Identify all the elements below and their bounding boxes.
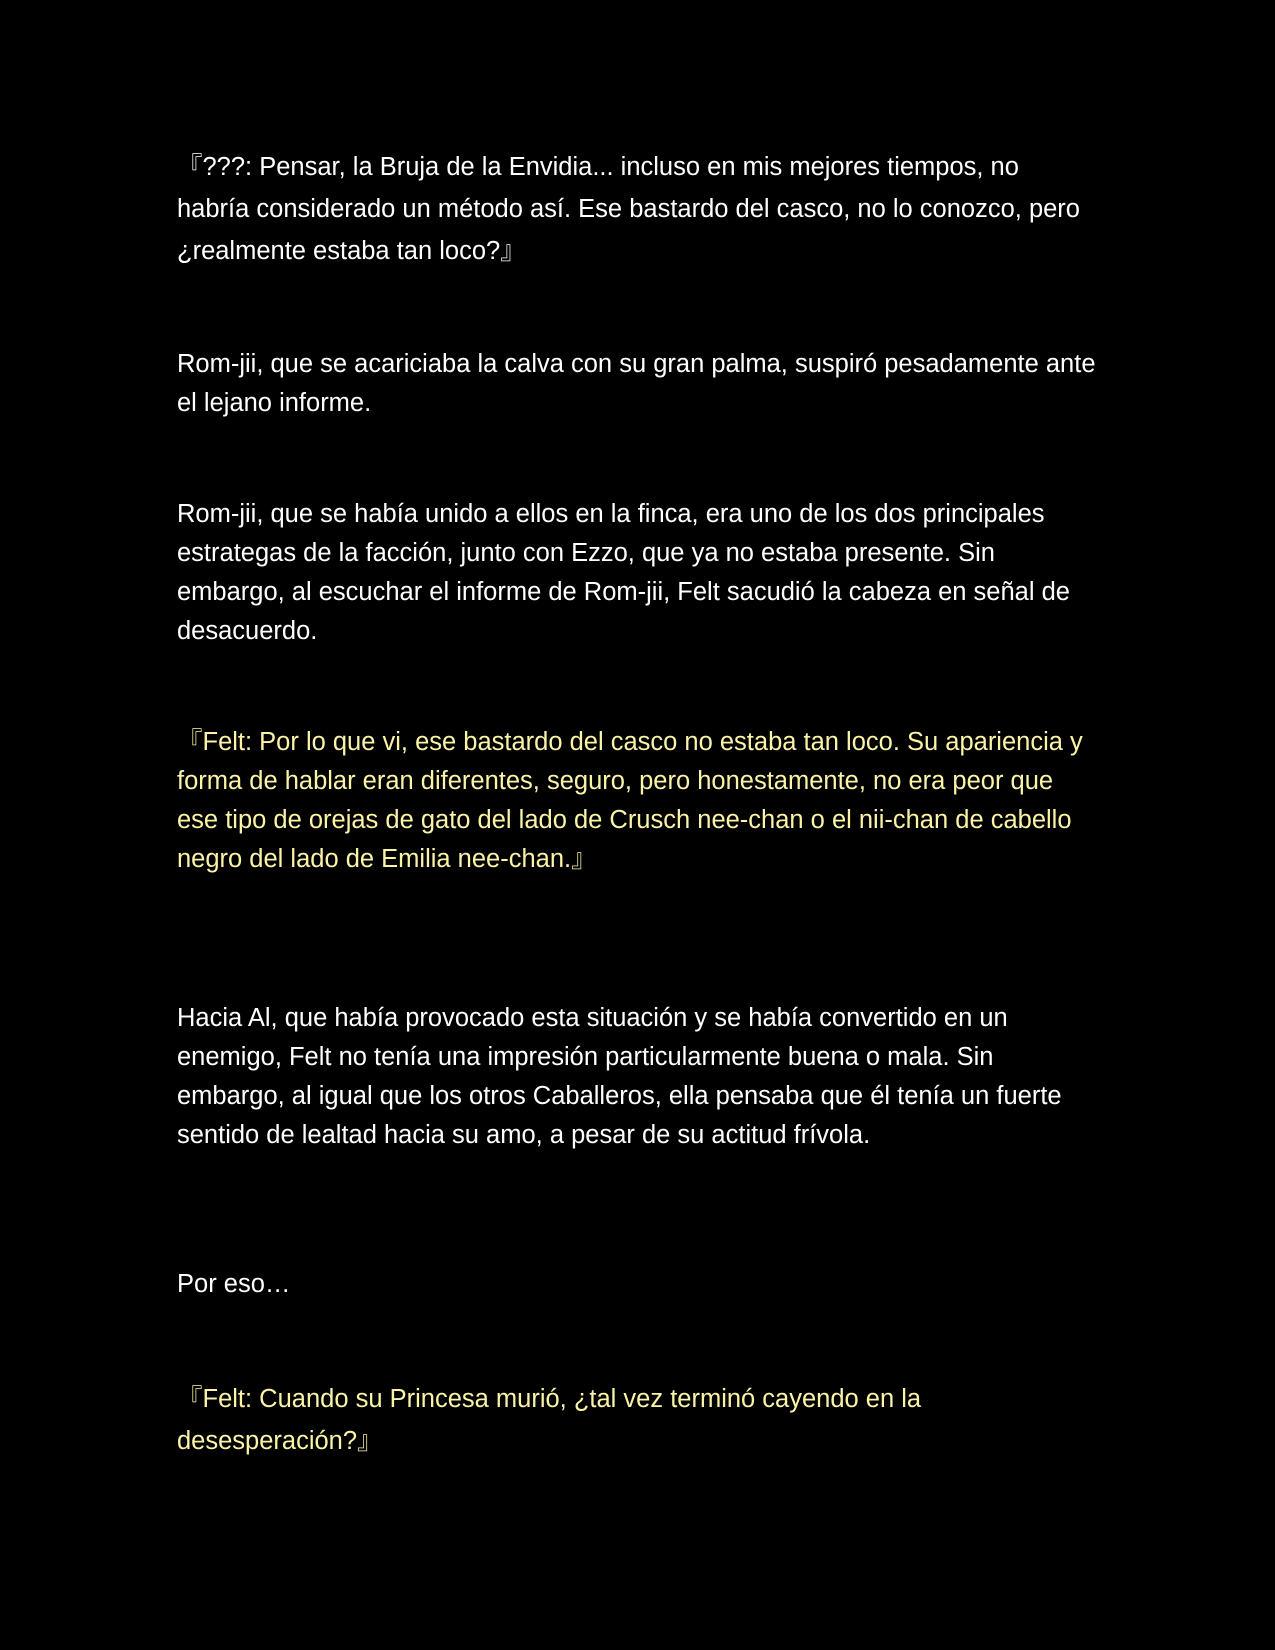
dialogue-felt-2: 『Felt: Cuando su Princesa murió, ¿tal vez terminó cayendo en la desesperación?』 xyxy=(177,1385,922,1455)
narration-paragraph-4: Por eso… xyxy=(177,1270,291,1298)
dialogue-unknown-speaker: 『???: Pensar, la Bruja de la Envidia... incluso en mis mejores tiempos, no habría considerado un método así. Ese bastardo del casco, no lo conozco, pero ¿realmente estaba tan loco?』 xyxy=(177,153,1080,265)
dialogue-felt-1: 『Felt: Por lo que vi, ese bastardo del casco no estaba tan loco. Su apariencia y forma de hablar eran diferentes, seguro, pero honestamente, no era peor que ese tipo de orejas de gato del lado de Crusch nee-chan o el nii-chan de cabello negro del lado de Emilia nee-chan.』 xyxy=(177,728,1083,873)
narration-paragraph-3: Hacia Al, que había provocado esta situación y se había convertido en un enemigo, Felt no tenía una impresión particularmente buena o mala. Sin embargo, al igual que los otros Caballeros, ella pensaba que él tenía un fuerte sentido de lealtad hacia su amo, a pesar de su actitud frívola. xyxy=(177,1004,1062,1149)
narration-paragraph-1: Rom-jii, que se acariciaba la calva con su gran palma, suspiró pesadamente ante el lejano informe. xyxy=(177,350,1096,417)
narration-paragraph-2: Rom-jii, que se había unido a ellos en la finca, era uno de los dos principales estrategas de la facción, junto con Ezzo, que ya no estaba presente. Sin embargo, al escuchar el informe de Rom-jii, Felt sacudió la cabeza en señal de desacuerdo. xyxy=(177,500,1070,645)
